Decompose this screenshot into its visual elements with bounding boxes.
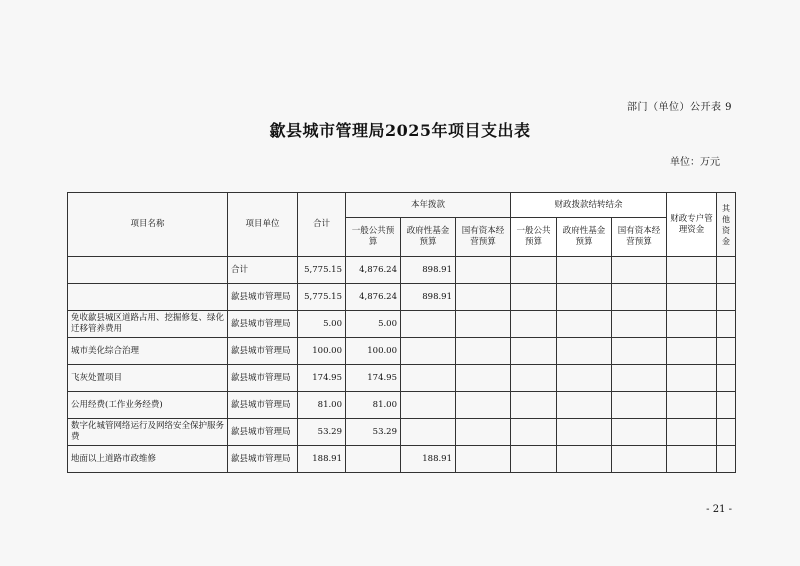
table-row <box>68 446 736 473</box>
cell-fund <box>401 311 456 338</box>
header-other-funds: 其他资金 <box>717 193 736 257</box>
cell-project-name: 城市美化综合治理 <box>68 338 228 365</box>
cell-general: 4,876.24 <box>346 257 401 284</box>
cell-fund <box>401 392 456 419</box>
cell-fund <box>401 365 456 392</box>
cell-fund <box>401 419 456 446</box>
header-cy-capital: 国有资本经营预算 <box>456 218 511 257</box>
header-special-account: 财政专户管理资金 <box>667 193 717 257</box>
cell-general: 81.00 <box>346 392 401 419</box>
header-co-fund: 政府性基金预算 <box>557 218 612 257</box>
header-project-unit: 项目单位 <box>228 193 298 257</box>
cell-general: 53.29 <box>346 419 401 446</box>
cell-project-unit: 合计 <box>228 257 298 284</box>
cell-project-unit: 歙县城市管理局 <box>228 419 298 446</box>
header-total: 合计 <box>298 193 346 257</box>
table-row <box>68 392 736 419</box>
cell-project-name: 飞灰处置项目 <box>68 365 228 392</box>
cell-project-unit: 歙县城市管理局 <box>228 284 298 311</box>
cell-general: 100.00 <box>346 338 401 365</box>
cell-total: 100.00 <box>298 338 346 365</box>
cell-general <box>346 446 401 473</box>
page-number: - 21 - <box>706 504 732 515</box>
cell-fund <box>401 338 456 365</box>
cell-total: 174.95 <box>298 365 346 392</box>
table-row <box>68 311 736 338</box>
table-row <box>68 365 736 392</box>
cell-project-name: 免收歙县城区道路占用、挖掘修复、绿化迁移管养费用 <box>68 311 228 338</box>
cell-project-unit: 歙县城市管理局 <box>228 311 298 338</box>
cell-general: 4,876.24 <box>346 284 401 311</box>
cell-general: 174.95 <box>346 365 401 392</box>
cell-total: 81.00 <box>298 392 346 419</box>
cell-general: 5.00 <box>346 311 401 338</box>
cell-fund: 898.91 <box>401 284 456 311</box>
cell-total: 5.00 <box>298 311 346 338</box>
table-row <box>68 419 736 446</box>
cell-project-unit: 歙县城市管理局 <box>228 392 298 419</box>
cell-project-name: 地面以上道路市政维修 <box>68 446 228 473</box>
cell-project-unit: 歙县城市管理局 <box>228 446 298 473</box>
cell-total: 188.91 <box>298 446 346 473</box>
unit-label: 单位：万元 <box>670 157 720 168</box>
header-cy-fund: 政府性基金预算 <box>401 218 456 257</box>
table-row <box>68 257 736 284</box>
cell-project-name: 公用经费(工作业务经费) <box>68 392 228 419</box>
cell-project-name <box>68 257 228 284</box>
cell-total: 5,775.15 <box>298 284 346 311</box>
cell-total: 5,775.15 <box>298 257 346 284</box>
cell-project-unit: 歙县城市管理局 <box>228 338 298 365</box>
cell-project-unit: 歙县城市管理局 <box>228 365 298 392</box>
header-project-name: 项目名称 <box>68 193 228 257</box>
cell-project-name <box>68 284 228 311</box>
cell-project-name: 数字化城管网络运行及网络安全保护服务费 <box>68 419 228 446</box>
page-title: 歙县城市管理局2025年项目支出表 <box>269 121 531 140</box>
header-carryover: 财政拨款结转结余 <box>511 193 667 218</box>
cell-fund: 188.91 <box>401 446 456 473</box>
cell-total: 53.29 <box>298 419 346 446</box>
cell-fund: 898.91 <box>401 257 456 284</box>
header-co-general: 一般公共预算 <box>511 218 557 257</box>
header-co-capital: 国有资本经营预算 <box>612 218 667 257</box>
project-expenditure-table <box>67 192 735 473</box>
table-row <box>68 284 736 311</box>
header-cy-general: 一般公共预算 <box>346 218 401 257</box>
header-current-year: 本年拨款 <box>346 193 511 218</box>
table-row <box>68 338 736 365</box>
form-number: 部门（单位）公开表 9 <box>626 102 732 113</box>
